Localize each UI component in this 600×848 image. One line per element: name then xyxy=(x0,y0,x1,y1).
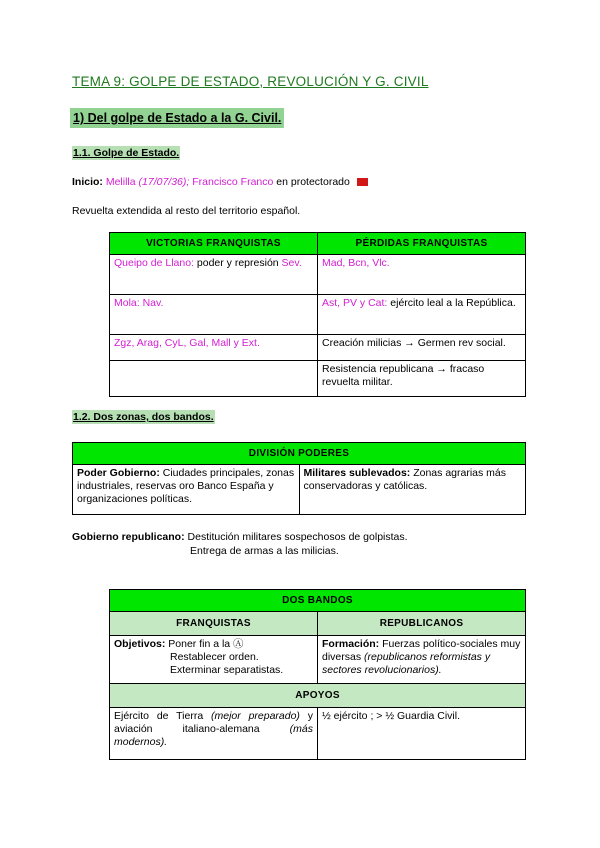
revuelta-text: Revuelta extendida al resto del territorio español. xyxy=(72,205,301,217)
gobierno-label: Gobierno republicano: xyxy=(72,531,185,543)
cell-perdidas-1 xyxy=(318,255,526,295)
perdidas-cities: Mad, Bcn, Vlc. xyxy=(322,257,390,269)
inicio-date: (17/07/36); xyxy=(138,176,190,188)
cell-victorias-1 xyxy=(110,255,318,295)
formacion-italic: (republicanos reformistas y sectores revolucionarios). xyxy=(322,651,491,676)
gobierno-line2: Entrega de armas a las milicias. xyxy=(190,545,339,557)
objetivo-1: Poner fin a la Ⓐ xyxy=(168,638,244,650)
queipo-place: Sev. xyxy=(281,257,302,269)
militares-text: Zonas agrarias más conservadoras y católicas. xyxy=(303,467,507,492)
resistencia-text: Resistencia republicana → fracaso revuelta militar. xyxy=(322,363,485,388)
header-republicanos: REPUBLICANOS xyxy=(318,612,526,636)
flag-icon xyxy=(357,178,368,186)
inicio-person: Francisco Franco xyxy=(192,176,274,188)
victorias-perdidas-table xyxy=(109,232,526,397)
cell-victorias-4 xyxy=(110,361,318,397)
apoyos-left-italic2: (más modernos). xyxy=(114,723,313,748)
section-heading-1: 1) Del golpe de Estado a la G. Civil. xyxy=(70,108,284,128)
apoyos-right-text: ½ ejército ; > ½ Guardia Civil. xyxy=(322,710,461,722)
division-poderes-table xyxy=(72,442,526,515)
cell-objetivos xyxy=(110,636,318,684)
cell-apoyos-republicanos xyxy=(318,708,526,760)
subsection-heading-1-2: 1.2. Dos zonas, dos bandos. xyxy=(73,411,214,423)
inicio-place: Melilla xyxy=(105,176,136,188)
subsection-heading-1-1: 1.1. Golpe de Estado. xyxy=(73,147,180,159)
objetivo-3: Exterminar separatistas. xyxy=(170,664,284,676)
header-perdidas: PÉRDIDAS FRANQUISTAS xyxy=(318,233,526,255)
apoyos-left-italic: (mejor preparado) xyxy=(211,710,300,722)
cell-militares-sublevados xyxy=(299,465,526,515)
queipo-text: Queipo de Llano: xyxy=(114,257,194,269)
formacion-label: Formación: xyxy=(322,638,380,650)
cell-perdidas-4 xyxy=(318,361,526,397)
gobierno-republicano xyxy=(72,530,408,544)
cell-poder-gobierno xyxy=(73,465,300,515)
header-apoyos: APOYOS xyxy=(110,684,526,708)
victorias-regions: Zgz, Arag, CyL, Gal, Mall y Ext. xyxy=(114,337,260,349)
cell-victorias-3 xyxy=(110,335,318,361)
header-dos-bandos: DOS BANDOS xyxy=(110,590,526,612)
apoyos-left-text2: y aviación italiano-alemana xyxy=(114,710,314,735)
header-division-poderes: DIVISIÓN PODERES xyxy=(73,443,526,465)
queipo-desc: poder y represión xyxy=(196,257,279,269)
perdidas-regions: Ast, PV y Cat: xyxy=(322,297,388,309)
inicio-label: Inicio: xyxy=(72,176,103,188)
objetivos-label: Objetivos: xyxy=(114,638,166,650)
inicio-line xyxy=(72,176,368,188)
cell-perdidas-2 xyxy=(318,295,526,335)
document-title: TEMA 9: GOLPE DE ESTADO, REVOLUCIÓN Y G. CIVIL xyxy=(72,74,429,89)
cell-perdidas-3 xyxy=(318,335,526,361)
inicio-rest: en protectorado xyxy=(276,176,350,188)
header-franquistas: FRANQUISTAS xyxy=(110,612,318,636)
gobierno-line1: Destitución militares sospechosos de golpistas. xyxy=(187,531,408,543)
objetivo-2: Restablecer orden. xyxy=(170,651,259,663)
perdidas-regions-desc: ejército leal a la República. xyxy=(390,297,516,309)
dos-bandos-table xyxy=(109,589,526,760)
mola-text: Mola: Nav. xyxy=(114,297,164,309)
apoyos-left-text: Ejército de Tierra xyxy=(114,710,204,722)
poder-gobierno-label: Poder Gobierno: xyxy=(77,467,160,479)
cell-apoyos-franquistas xyxy=(110,708,318,760)
cell-victorias-2 xyxy=(110,295,318,335)
formacion-text: Fuerzas político-sociales muy diversas xyxy=(322,638,521,663)
header-victorias: VICTORIAS FRANQUISTAS xyxy=(110,233,318,255)
militares-label: Militares sublevados: xyxy=(303,467,411,479)
milicias-text: Creación milicias → Germen rev social. xyxy=(322,337,506,349)
poder-gobierno-text: Ciudades principales, zonas industriales, reservas oro Banco España y organizaciones políticas. xyxy=(77,467,295,505)
cell-formacion xyxy=(318,636,526,684)
